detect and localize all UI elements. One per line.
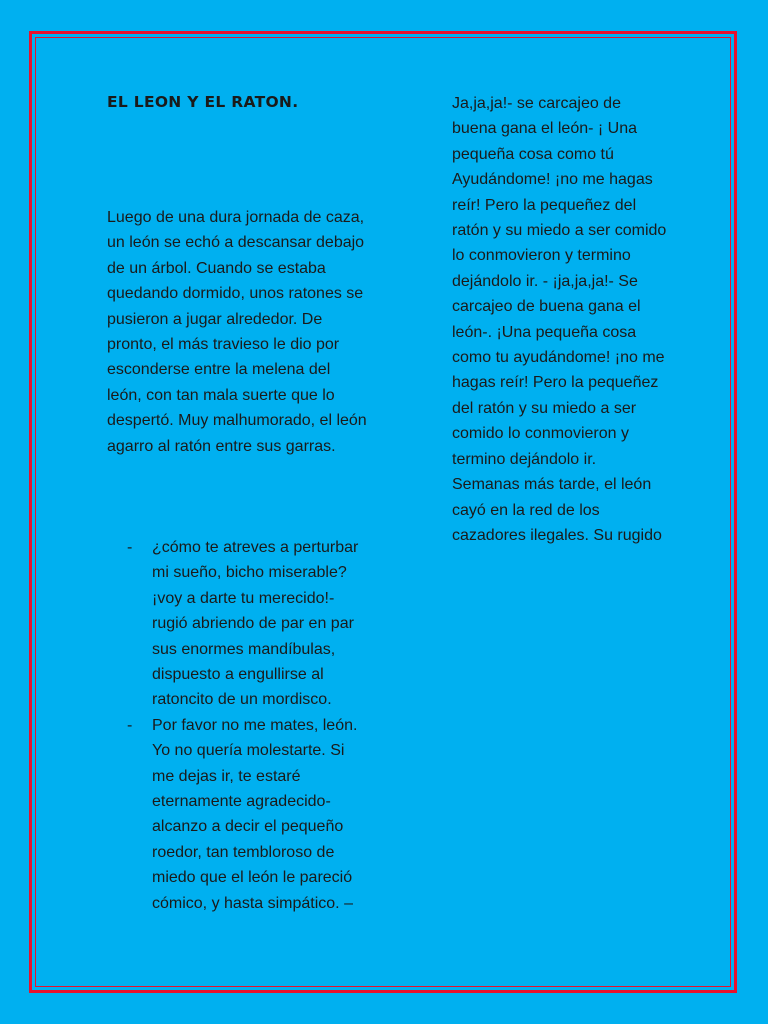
column-two-paragraph: Ja,ja,ja!- se carcajeo de buena gana el león- ¡ Una pequeña cosa como tú Ayudándome! ¡no me hagas reír! Pero la pequeñez del ratón y su miedo a ser comido lo conmovieron y termino dejándolo ir. - ¡ja,ja,ja!- Se carcajeo de buena gana el león-. ¡Una pequeña cosa como tu ayudándome! ¡no me hagas reír! Pero la pequeñez del ratón y su miedo a ser comido lo conmovieron y termino dejándolo ir. Semanas más tarde, el león cayó en la red de los cazadores ilegales. Su rugido bbox=[452, 95, 667, 544]
dialogue-text: Por favor no me mates, león. Yo no quería molestarte. Si me dejas ir, te estaré eternamente agradecido- alcanzo a decir el pequeño roedor, tan tembloroso de miedo que el león le pareció cómico, y hasta simpático. – bbox=[152, 716, 358, 912]
document-title: EL LEON Y EL RATON. bbox=[107, 93, 299, 111]
dialogue-item-lion bbox=[127, 535, 367, 713]
dialogue-text: ¿cómo te atreves a perturbar mi sueño, bicho miserable? ¡voy a darte tu merecido!- rugió abriendo de par en par sus enormes mandíbulas, dispuesto a engullirse al ratoncito de un mordisco. bbox=[152, 539, 359, 709]
dialogue-item-mouse bbox=[127, 713, 367, 916]
list-dash-marker: - bbox=[127, 716, 133, 734]
dialogue-list bbox=[127, 535, 367, 916]
intro-paragraph: Luego de una dura jornada de caza, un león se echó a descansar debajo de un árbol. Cuando se estaba quedando dormido, unos ratones se pusieron a jugar alrededor. De pronto, el más travieso le dio por esconderse entre la melena del león, con tan mala suerte que lo despertó. Muy malhumorado, el león agarro al ratón entre sus garras. bbox=[107, 209, 367, 455]
list-dash-marker: - bbox=[127, 539, 133, 556]
